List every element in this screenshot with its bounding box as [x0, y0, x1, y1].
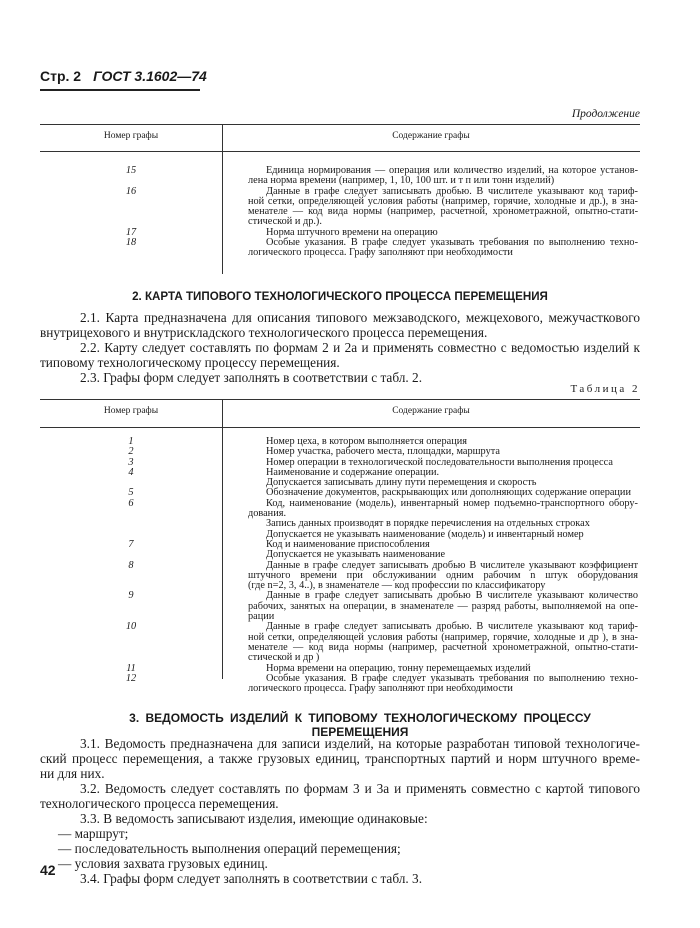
row-number: 17	[125, 226, 137, 238]
text-line: Обозначение документов, раскрывающих или дополняющих содержание операции	[266, 487, 631, 499]
section2-body	[40, 310, 640, 385]
text-line: Допускается не указывать наименование (модель) и инвентарный номер	[266, 528, 584, 540]
row-number: 5	[128, 487, 134, 499]
text-line: Номер участка, рабочего места, площадки, маршрута	[266, 446, 500, 458]
text-line: Код и наименование приспособления	[266, 538, 430, 550]
text-line: штучного времени при обслуживании одним рабочим n штук оборудования	[248, 569, 638, 581]
text-line: — последовательность выполнения операций перемещения;	[58, 841, 401, 856]
text-line: Код, наименование (модель), инвентарный номер подъемно-транспортного обору-	[266, 497, 638, 509]
table1-header-rule	[40, 151, 640, 152]
row-number: 18	[125, 237, 137, 249]
text-line: Норма штучного времени на операцию	[266, 226, 438, 238]
table1-body	[40, 166, 640, 259]
text-line: дования.	[248, 508, 287, 520]
table2-body	[40, 437, 640, 694]
table-row	[40, 674, 640, 695]
row-content	[248, 468, 638, 489]
row-number: 4	[128, 466, 134, 478]
text-line: менателе — код вида нормы (например, расчетной хронометражной, опытно-стати-	[248, 641, 638, 653]
table1-col-num-header: Номер графы	[103, 131, 159, 141]
table-row	[40, 238, 640, 259]
page-header	[40, 68, 207, 84]
table2-col-num-header: Номер графы	[103, 406, 159, 416]
section3-title: 3. ВЕДОМОСТЬ ИЗДЕЛИЙ К ТИПОВОМУ ТЕХНОЛОГИЧЕСКОМУ ПРОЦЕССУ ПЕРЕМЕЩЕНИЯ	[129, 711, 591, 739]
row-content	[248, 561, 638, 592]
text-line: Особые указания. В графе следует указывать требования по выполнению техно-	[266, 237, 638, 249]
row-number: 1	[128, 436, 134, 447]
table2-top-rule	[40, 399, 640, 400]
row-content	[248, 499, 638, 540]
section2-title: 2. КАРТА ТИПОВОГО ТЕХНОЛОГИЧЕСКОГО ПРОЦЕССА ПЕРЕМЕЩЕНИЯ	[132, 290, 548, 303]
row-number: 2	[128, 446, 134, 458]
table-row	[40, 166, 640, 187]
text-line: 2.3. Графы форм следует заполнять в соответствии с табл. 2.	[80, 370, 423, 385]
table1-col-content-header: Содержание графы	[392, 131, 470, 141]
text-line: Единица нормирования — операция или количество изделий, на которое установ-	[266, 165, 638, 176]
row-number: 6	[128, 497, 134, 509]
text-line: Данные в графе следует записывать дробью. В числителе указывают код тариф-	[266, 185, 638, 197]
table1-top-rule	[40, 124, 640, 125]
text-line: стической и др )	[248, 652, 320, 664]
text-line: внутрицехового и внутрискладского технологического процесса перемещения.	[40, 325, 488, 340]
table2-header-rule	[40, 427, 640, 428]
text-line: ной сетки, определяющей условия работы (например, горячие, холодные и др.), в зна-	[248, 195, 638, 207]
text-line: Норма времени на операцию, тонну перемещаемых изделий	[266, 662, 531, 674]
row-number: 3	[128, 456, 134, 468]
row-number: 8	[128, 559, 134, 571]
table2-col-content-header: Содержание графы	[392, 406, 470, 416]
text-line: ни для них.	[40, 766, 105, 781]
text-line: — условия захвата грузовых единиц.	[58, 856, 268, 871]
table-row	[40, 499, 640, 540]
table-row	[40, 187, 640, 228]
table-row	[40, 468, 640, 489]
row-number: 9	[128, 590, 134, 602]
text-line: стической и др.).	[248, 216, 322, 228]
text-line: 3.3. В ведомость записывают изделия, имеющие одинаковые:	[80, 811, 428, 826]
text-line: типовому технологическому процессу перемещения.	[40, 355, 340, 370]
text-line: Данные в графе следует записывать дробью В числителе указывают коэффициент	[266, 559, 638, 571]
row-content	[248, 187, 638, 228]
table-row	[40, 622, 640, 663]
text-line: (где n=2, 3, 4..), в знаменателе — код профессии по классификатору	[248, 580, 546, 592]
row-content	[248, 591, 638, 622]
row-number: 12	[125, 672, 137, 684]
text-line: ский процесс перемещения, а также грузовых единиц, транспортных партий и норм штучного време-	[40, 751, 640, 766]
text-line: Допускается записывать длину пути перемещения и скорость	[266, 477, 537, 489]
text-line: логического процесса. Графу заполняют при необходимости	[248, 683, 513, 695]
row-number: 15	[125, 165, 137, 176]
text-line: 3.1. Ведомость предназначена для записи изделий, на которые разработан типовой технологиче-	[80, 736, 640, 751]
table2-caption: Таблица 2	[570, 383, 640, 395]
row-number: 10	[125, 621, 137, 633]
text-line: 3.2. Ведомость следует составлять по формам 3 и 3а и применять совместно с картой типового	[80, 781, 640, 796]
text-line: Данные в графе следует записывать дробью В числителе указывают количество	[266, 590, 638, 602]
table-row	[40, 591, 640, 622]
text-line: рации	[248, 611, 275, 623]
header-rule	[40, 89, 200, 91]
text-line: Допускается не указывать наименование	[266, 549, 446, 561]
table-row	[40, 540, 640, 561]
text-line: — маршрут;	[58, 826, 129, 841]
text-line: рабочих, занятых на операции, в знаменателе — разряд работы, выполняемой на опе-	[248, 600, 638, 612]
text-line: ной сетки, определяющей условия работы (например, горячие, холодные и др ), в зна-	[248, 631, 638, 643]
text-line: Запись данных производят в порядке перечисления на отдельных строках	[266, 518, 590, 530]
text-line: технологического процесса перемещения.	[40, 796, 279, 811]
text-line: 3.4. Графы форм следует заполнять в соответствии с табл. 3.	[80, 871, 423, 886]
text-line: Особые указания. В графе следует указывать требования по выполнению техно-	[266, 672, 638, 684]
text-line: логического процесса. Графу заполняют при необходимости	[248, 247, 513, 259]
row-number: 16	[125, 185, 137, 197]
page-label: Стр. 2	[40, 68, 82, 84]
page-number: 42	[40, 862, 56, 878]
text-line: Номер операции в технологической последовательности выполнения процесса	[266, 456, 613, 468]
text-line: Наименование и содержание операции.	[266, 466, 440, 478]
row-number: 7	[128, 538, 134, 550]
row-content	[248, 238, 638, 259]
row-content	[248, 540, 638, 561]
table-row	[40, 561, 640, 592]
row-number: 11	[126, 662, 136, 674]
text-line: лена норма времени (например, 1, 10, 100 шт. и т п или тонн изделий)	[248, 175, 555, 187]
standard-number: ГОСТ 3.1602—74	[93, 68, 207, 84]
text-line: 2.2. Карту следует составлять по формам 2 и 2а и применять совместно с ведомостью изделий к	[80, 340, 640, 355]
row-content	[248, 674, 638, 695]
text-line: 2.1. Карта предназначена для описания типового межзаводского, межцехового, межучасткового	[80, 310, 640, 325]
row-content	[248, 166, 638, 187]
text-line: Данные в графе следует записывать дробью. В числителе указывают код тариф-	[266, 621, 638, 633]
text-line: Номер цеха, в котором выполняется операция	[266, 436, 467, 447]
row-content	[248, 622, 638, 663]
continuation-label: Продолжение	[571, 108, 640, 120]
text-line: менателе — код вида нормы (например, расчетной, хронометражной, опытно-стати-	[248, 206, 638, 218]
